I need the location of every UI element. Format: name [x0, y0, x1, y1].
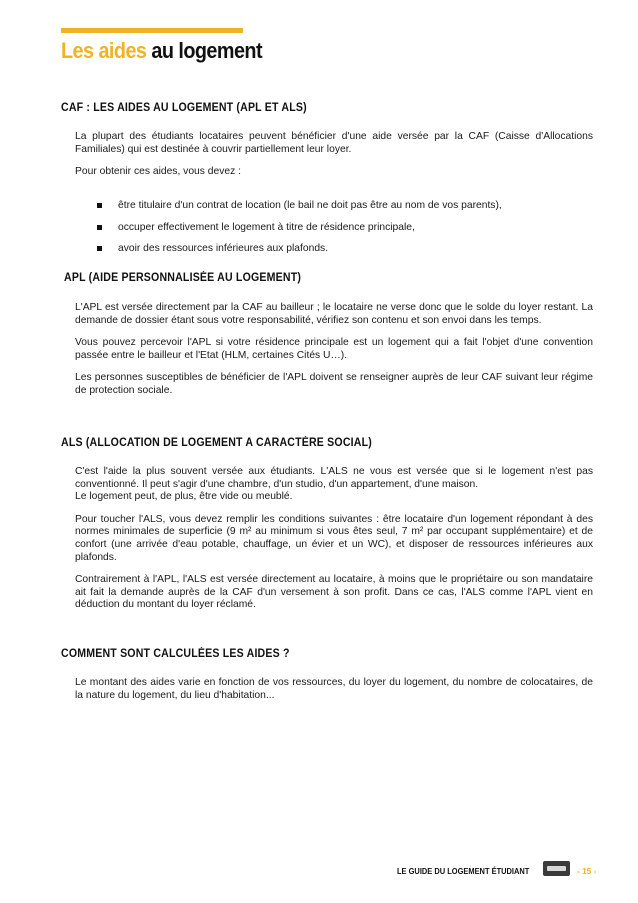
page-title-rest: au logement — [151, 38, 263, 63]
paragraph: Vous pouvez percevoir l'APL si votre résidence principale est un logement qui a fait l'objet d'une convention passée entre le bailleur et l'Etat (HLM, certaines Cités U…). — [75, 337, 593, 361]
paragraph-text: Le logement peut, de plus, être vide ou meublé. — [75, 491, 293, 503]
title-accent-bar — [61, 28, 243, 33]
section-body-calcul — [75, 677, 593, 702]
page-title-accent: Les aides — [61, 38, 147, 63]
paragraph: Les personnes susceptibles de bénéficier de l'APL doivent se renseigner auprès de leur CAF suivant leur régime de protection sociale. — [75, 372, 593, 396]
list-item — [97, 243, 577, 256]
section-heading-apl: APL (AIDE PERSONNALISÉE AU LOGEMENT) — [64, 272, 302, 284]
paragraph: Le montant des aides varie en fonction de vos ressources, du loyer du logement, du nombre de colocataires, de la nature du logement, du lieu d'habitation... — [75, 677, 593, 701]
section-body-caf — [75, 131, 593, 179]
section-heading-als: ALS (ALLOCATION DE LOGEMENT A CARACTÈRE SOCIAL) — [61, 437, 372, 449]
brand-logo-mark — [547, 866, 566, 871]
bullet-square-icon — [97, 246, 102, 251]
list-item-text: avoir des ressources inférieures aux plafonds. — [118, 243, 329, 255]
bullet-square-icon — [97, 225, 102, 230]
paragraph: Pour toucher l'ALS, vous devez remplir les conditions suivantes : être locataire d'un logement répondant à des normes minimales de superficie (9 m² au minimum si vous êtes seul, 7 m² par occupant supplémentaire) et de confort (une arrivée d'eau potable, chauffage, un évier et un WC), et disposer de ressources inférieures aux plafonds. — [75, 513, 593, 563]
list-item — [97, 200, 577, 213]
page-title — [61, 38, 262, 64]
paragraph-text: C'est l'aide la plus souvent versée aux étudiants. L'ALS ne vous est versée que si le logement n'est pas conventionné. Il peut s'agir d'une chambre, d'un studio, d'un appartement, d'une maison. — [75, 466, 593, 490]
brand-logo-icon — [543, 861, 570, 876]
section-body-apl — [75, 302, 593, 398]
section-heading-calcul: COMMENT SONT CALCULÉES LES AIDES ? — [61, 648, 290, 660]
section-heading-caf: CAF : LES AIDES AU LOGEMENT (APL ET ALS) — [61, 102, 307, 114]
paragraph: La plupart des étudiants locataires peuvent bénéficier d'une aide versée par la CAF (Caisse d'Allocations Familiales) qui est destinée à couvrir partiellement leur loyer. — [75, 131, 593, 155]
paragraph: Contrairement à l'APL, l'ALS est versée directement au locataire, à moins que le propriétaire ou son mandataire ait fait la demande auprès de la CAF d'un versement à son profit. Dans ce cas, l'ALS comme l'APL vient en déduction du montant du loyer réclamé. — [75, 574, 593, 611]
bullet-square-icon — [97, 203, 102, 208]
list-item — [97, 222, 577, 235]
paragraph: L'APL est versée directement par la CAF au bailleur ; le locataire ne verse donc que le solde du loyer restant. La demande de dossier étant sous votre responsabilité, vérifiez son contenu et son envoi dans les temps. — [75, 302, 593, 326]
list-item-text: occuper effectivement le logement à titre de résidence principale, — [118, 221, 415, 233]
paragraph: Pour obtenir ces aides, vous devez : — [75, 166, 241, 178]
paragraph — [75, 466, 593, 504]
footer-guide-title: LE GUIDE DU LOGEMENT ÉTUDIANT — [397, 866, 530, 876]
page-number: - 15 - — [577, 866, 597, 876]
list-item-text: être titulaire d'un contrat de location (le bail ne doit pas être au nom de vos parents), — [118, 200, 502, 211]
section-body-als — [75, 466, 593, 612]
conditions-list — [97, 200, 577, 265]
